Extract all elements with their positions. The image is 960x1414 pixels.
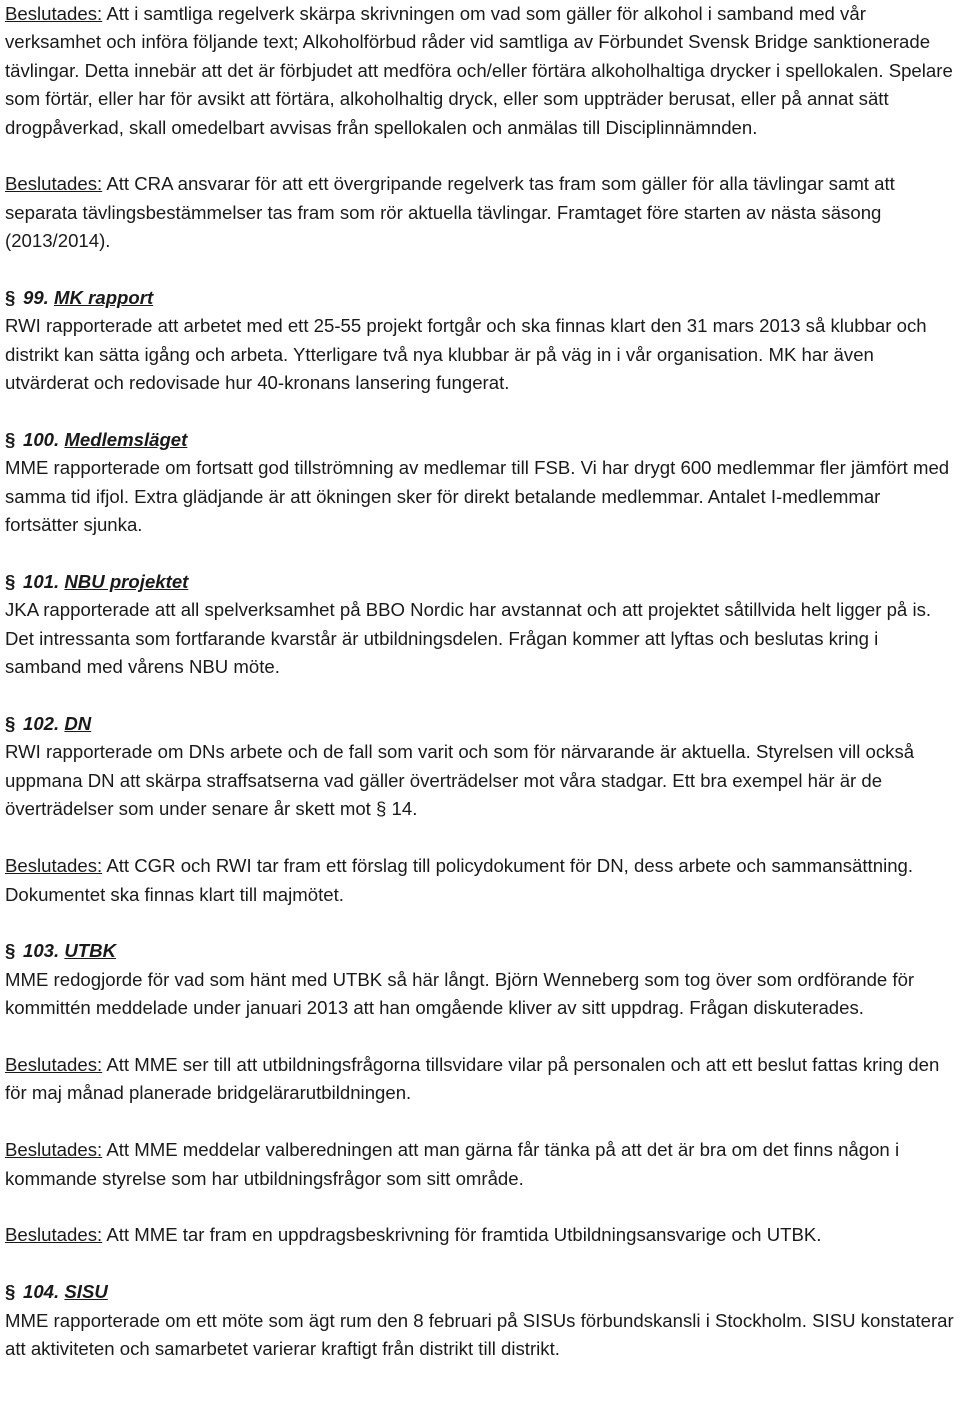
decision-text: Att MME meddelar valberedningen att man gärna får tänka på att det är bra om det finns någon i kommande styrelse som har utbildningsfrågor som sitt område. [5,1139,900,1189]
decision-paragraph-utbk-1 [5,1051,955,1108]
section-title: DN [64,713,92,735]
section-sign-icon: § [5,287,16,309]
section-title: SISU [64,1281,108,1303]
decision-paragraph-cra [5,170,955,255]
decision-text: Att i samtliga regelverk skärpa skrivningen om vad som gäller för alkohol i samband med vår verksamhet och införa följande text; Alkoholförbud råder vid samtliga av Förbundet Svensk Bridge sanktionerade tävlingar. Detta innebär att det är förbjudet att medföra och/eller förtära alkoholhaltiga drycker i spellokalen. Spelare som förtär, eller har för avsikt att förtära, alkoholhaltig dryck, eller som uppträder berusat, eller på annat sätt drogpåverkad, skall omedelbart avvisas från spellokalen och anmälas till Disciplinnämnden. [5,3,953,138]
section-heading-104 [5,1278,955,1306]
decision-paragraph-dn [5,852,955,909]
section-heading-99 [5,284,955,312]
decision-text: Att CRA ansvarar för att ett övergripande regelverk tas fram som gäller för alla tävlingar samt att separata tävlingsbestämmelser tas fram som rör aktuella tävlingar. Framtaget före starten av nästa säsong (2013/2014). [5,173,895,252]
decision-text: Att CGR och RWI tar fram ett förslag till policydokument för DN, dess arbete och sammansättning. Dokumentet ska finnas klart till majmötet. [5,855,914,905]
decision-paragraph-utbk-3 [5,1221,955,1249]
section-heading-102 [5,710,955,738]
decision-text: Att MME tar fram en uppdragsbeskrivning för framtida Utbildningsansvarige och UTBK. [106,1224,822,1246]
section-body-104: MME rapporterade om ett möte som ägt rum den 8 februari på SISUs förbundskansli i Stockholm. SISU konstaterar att aktiviteten och samarbetet varierar kraftigt från distrikt till distrikt. [5,1309,954,1359]
section-sign-icon: § [5,940,16,962]
section-heading-100 [5,426,955,454]
section-title: NBU projektet [64,571,189,593]
decided-label: Beslutades: [5,3,103,24]
section-number: 99. [23,287,49,309]
section-sign-icon: § [5,1281,16,1303]
decided-label: Beslutades: [5,1224,103,1246]
section-heading-103 [5,937,955,965]
decided-label: Beslutades: [5,855,103,877]
decision-paragraph-alcohol [5,0,955,142]
section-sign-icon: § [5,429,16,451]
section-title: UTBK [64,940,117,962]
section-body-103: MME redogjorde för vad som hänt med UTBK så här långt. Björn Wenneberg som tog över som ordförande för kommittén meddelade under januari 2013 att han omgående kliver av sitt uppdrag. Frågan diskuterades. [5,968,915,1019]
section-body-101: JKA rapporterade att all spelverksamhet på BBO Nordic har avstannat och att projektet såtillvida helt ligger på is. Det intressanta som fortfarande kvarstår är utbildningsdelen. Frågan kommer att lyftas och beslutas kring i samband med vårens NBU möte. [5,599,932,678]
section-body-100: MME rapporterade om fortsatt god tillströmning av medlemar till FSB. Vi har drygt 600 medlemmar fler jämfört med samma tid ifjol. Extra glädjande är att ökningen sker för direkt betalande medlemmar. Antalet I-medlemmar fortsätter sjunka. [5,457,950,536]
section-title: Medlemsläget [64,429,188,451]
section-title: MK rapport [54,287,154,309]
section-number: 100. [23,429,60,451]
section-sign-icon: § [5,571,16,593]
section-number: 104. [23,1281,60,1303]
section-number: 101. [23,571,60,593]
decided-label: Beslutades: [5,1139,103,1161]
section-heading-101 [5,568,955,596]
section-sign-icon: § [5,713,16,735]
decision-text: Att MME ser till att utbildningsfrågorna tillsvidare vilar på personalen och att ett beslut fattas kring den för maj månad planerade bridgelärarutbildningen. [5,1053,940,1104]
section-number: 102. [23,713,60,735]
section-body-102: RWI rapporterade om DNs arbete och de fall som varit och som för närvarande är aktuella. Styrelsen vill också uppmana DN att skärpa straffsatserna vad gäller överträdelser mot våra stadgar. Ett bra exempel här är de överträdelser som under senare år skett mot § 14. [5,741,915,820]
decided-label: Beslutades: [5,173,103,195]
section-number: 103. [23,940,60,962]
decided-label: Beslutades: [5,1053,103,1075]
section-body-99: RWI rapporterade att arbetet med ett 25-55 projekt fortgår och ska finnas klart den 31 mars 2013 så klubbar och distrikt kan sätta igång och arbeta. Ytterligare två nya klubbar är på väg in i vår organisation. MK har även utvärderat och redovisade hur 40-kronans lansering fungerat. [5,315,927,394]
decision-paragraph-utbk-2 [5,1136,955,1193]
